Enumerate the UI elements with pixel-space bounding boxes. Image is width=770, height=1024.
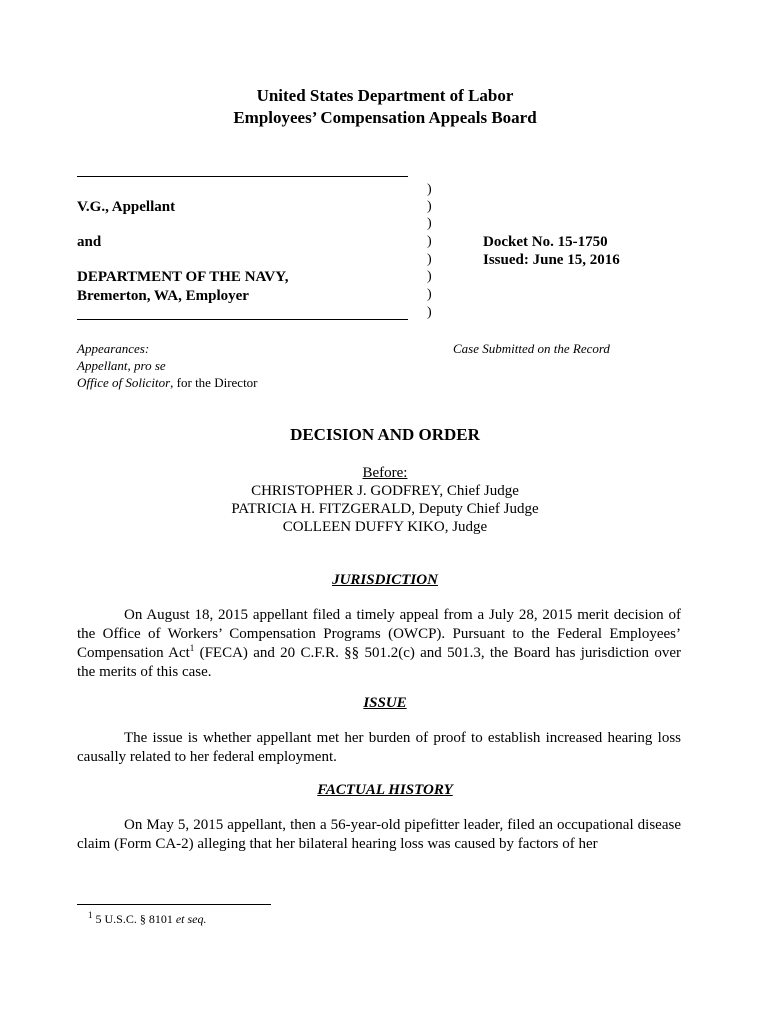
judge-deputy-chief: PATRICIA H. FITZGERALD, Deputy Chief Judge: [231, 501, 539, 517]
issued-date: Issued: June 15, 2016: [483, 252, 620, 268]
caption-and: and: [77, 234, 102, 250]
issue-heading-row: [0, 694, 770, 713]
docket-number: Docket No. 15-1750: [483, 234, 608, 250]
decision-title: DECISION AND ORDER: [290, 425, 480, 444]
jurisdiction-text-2: (FECA) and 20 C.F.R. §§ 501.2(c) and 501.3, the Board has jurisdiction over the merits of this case.: [77, 645, 682, 680]
employer-location: Bremerton, WA, Employer: [77, 288, 249, 304]
appellant-name: V.G., Appellant: [77, 199, 176, 215]
footnote-ref: 1: [189, 643, 195, 653]
paren: ): [427, 252, 432, 267]
paren: ): [427, 199, 432, 214]
appearances-heading: Appearances:: [77, 341, 150, 356]
jurisdiction-heading-row: [0, 571, 770, 590]
jurisdiction-heading: JURISDICTION: [332, 572, 438, 588]
jurisdiction-text-1: On August 18, 2015 appellant filed a timely appeal from a July 28, 2015 merit decision of the Office of Workers’ Compensation Programs (OWCP). Pursuant to the Federal Employees’ Compensation Act: [77, 607, 681, 661]
paren: ): [427, 305, 432, 320]
employer-name: DEPARTMENT OF THE NAVY,: [77, 269, 289, 285]
factual-history-heading-row: [0, 781, 770, 800]
before-label: Before:: [362, 465, 408, 481]
footnote-et-seq: et seq.: [175, 912, 207, 926]
solicitor-line: [77, 374, 258, 392]
paren: ): [427, 216, 432, 231]
footnote-number: 1: [88, 910, 93, 920]
footnote-citation: 5 U.S.C. § 8101: [92, 912, 176, 926]
paren: ): [427, 287, 432, 302]
issue-heading: ISSUE: [363, 695, 407, 711]
judge-chief: CHRISTOPHER J. GODFREY, Chief Judge: [251, 483, 519, 499]
footnote: [88, 912, 207, 927]
caption-top-rule: [77, 176, 408, 177]
submission-note: Case Submitted on the Record: [453, 341, 610, 356]
solicitor-role: , for the Director: [170, 375, 258, 390]
appellant-representation: Appellant, pro se: [77, 358, 166, 373]
factual-history-paragraph: On May 5, 2015 appellant, then a 56-year-old pipefitter leader, filed an occupational disease claim (Form CA-2) alleging that her bilateral hearing loss was caused by factors of her: [77, 817, 681, 852]
caption-bottom-rule: [77, 319, 408, 320]
jurisdiction-paragraph: [77, 606, 681, 682]
paren: ): [427, 269, 432, 284]
paren: ): [427, 182, 432, 197]
factual-history-heading: FACTUAL HISTORY: [317, 782, 453, 798]
issue-paragraph: The issue is whether appellant met her burden of proof to establish increased hearing loss causally related to her federal employment.: [77, 730, 681, 765]
paren: ): [427, 234, 432, 249]
solicitor-office: Office of Solicitor: [77, 375, 171, 390]
board-title: Employees’ Compensation Appeals Board: [233, 108, 537, 127]
department-title: United States Department of Labor: [256, 86, 514, 105]
judge-associate: COLLEEN DUFFY KIKO, Judge: [282, 519, 488, 535]
footnote-rule: [77, 904, 271, 905]
